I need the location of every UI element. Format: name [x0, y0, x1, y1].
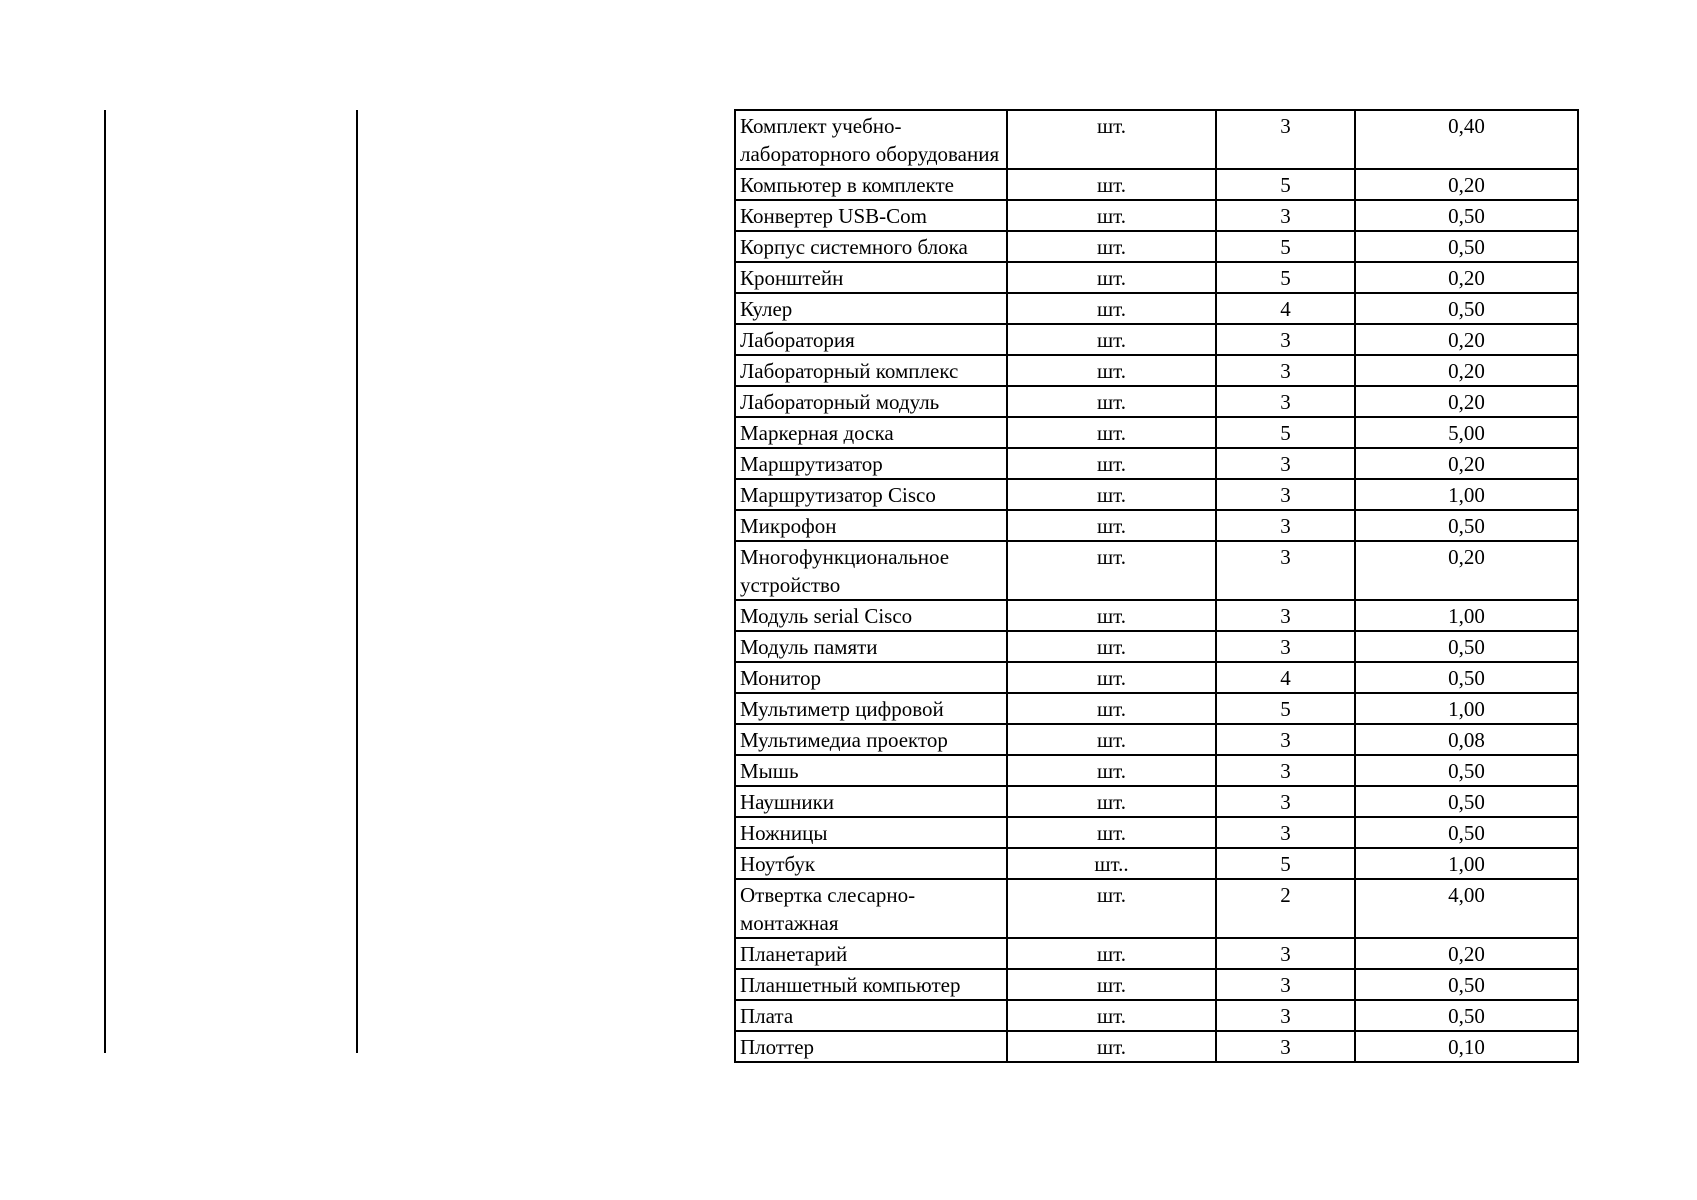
table-row — [735, 386, 1578, 417]
item-name-cell: Лабораторный модуль — [735, 386, 1007, 417]
norm-cell: 0,50 — [1355, 1000, 1578, 1031]
unit-cell: шт. — [1007, 417, 1216, 448]
unit-cell: шт. — [1007, 479, 1216, 510]
item-name-cell: Плоттер — [735, 1031, 1007, 1062]
quantity-cell: 3 — [1216, 724, 1355, 755]
quantity-cell: 3 — [1216, 355, 1355, 386]
norm-cell: 0,20 — [1355, 386, 1578, 417]
item-name-cell: Мышь — [735, 755, 1007, 786]
unit-cell: шт. — [1007, 879, 1216, 938]
quantity-cell: 3 — [1216, 938, 1355, 969]
quantity-cell: 3 — [1216, 448, 1355, 479]
item-name-cell: Компьютер в комплекте — [735, 169, 1007, 200]
norm-cell: 0,50 — [1355, 817, 1578, 848]
norm-cell: 5,00 — [1355, 417, 1578, 448]
quantity-cell: 3 — [1216, 631, 1355, 662]
item-name-cell: Ножницы — [735, 817, 1007, 848]
quantity-cell: 3 — [1216, 600, 1355, 631]
table-row — [735, 631, 1578, 662]
item-name-cell: Планшетный компьютер — [735, 969, 1007, 1000]
norm-cell: 0,40 — [1355, 110, 1578, 169]
item-name-cell: Корпус системного блока — [735, 231, 1007, 262]
unit-cell: шт. — [1007, 693, 1216, 724]
item-name-cell: Кронштейн — [735, 262, 1007, 293]
unit-cell: шт. — [1007, 200, 1216, 231]
equipment-table — [734, 109, 1579, 1063]
table-row — [735, 600, 1578, 631]
quantity-cell: 3 — [1216, 541, 1355, 600]
norm-cell: 0,50 — [1355, 662, 1578, 693]
table-row — [735, 231, 1578, 262]
quantity-cell: 5 — [1216, 848, 1355, 879]
unit-cell: шт. — [1007, 169, 1216, 200]
norm-cell: 1,00 — [1355, 693, 1578, 724]
table-row — [735, 786, 1578, 817]
table-row — [735, 169, 1578, 200]
unit-cell: шт. — [1007, 110, 1216, 169]
unit-cell: шт. — [1007, 969, 1216, 1000]
unit-cell: шт. — [1007, 510, 1216, 541]
item-name-cell: Наушники — [735, 786, 1007, 817]
quantity-cell: 3 — [1216, 786, 1355, 817]
equipment-table-body — [735, 110, 1578, 1062]
table-row — [735, 693, 1578, 724]
item-name-cell: Конвертер USB-Com — [735, 200, 1007, 231]
item-name-cell: Маршрутизатор — [735, 448, 1007, 479]
item-name-cell: Ноутбук — [735, 848, 1007, 879]
middle-column-border — [356, 110, 358, 1053]
quantity-cell: 3 — [1216, 324, 1355, 355]
norm-cell: 0,50 — [1355, 293, 1578, 324]
quantity-cell: 3 — [1216, 479, 1355, 510]
table-row — [735, 293, 1578, 324]
unit-cell: шт. — [1007, 938, 1216, 969]
quantity-cell: 3 — [1216, 1000, 1355, 1031]
table-row — [735, 938, 1578, 969]
table-row — [735, 1031, 1578, 1062]
table-row — [735, 324, 1578, 355]
quantity-cell: 5 — [1216, 693, 1355, 724]
quantity-cell: 3 — [1216, 755, 1355, 786]
unit-cell: шт. — [1007, 293, 1216, 324]
table-row — [735, 200, 1578, 231]
quantity-cell: 5 — [1216, 169, 1355, 200]
item-name-cell: Мультимедиа проектор — [735, 724, 1007, 755]
norm-cell: 0,20 — [1355, 262, 1578, 293]
norm-cell: 0,50 — [1355, 231, 1578, 262]
table-row — [735, 448, 1578, 479]
unit-cell: шт. — [1007, 324, 1216, 355]
table-row — [735, 969, 1578, 1000]
quantity-cell: 2 — [1216, 879, 1355, 938]
unit-cell: шт. — [1007, 662, 1216, 693]
table-row — [735, 417, 1578, 448]
table-row — [735, 541, 1578, 600]
item-name-cell: Маркерная доска — [735, 417, 1007, 448]
norm-cell: 0,50 — [1355, 755, 1578, 786]
item-name-cell: Многофункциональное устройство — [735, 541, 1007, 600]
norm-cell: 0,20 — [1355, 541, 1578, 600]
item-name-cell: Планетарий — [735, 938, 1007, 969]
quantity-cell: 3 — [1216, 1031, 1355, 1062]
norm-cell: 4,00 — [1355, 879, 1578, 938]
quantity-cell: 5 — [1216, 231, 1355, 262]
item-name-cell: Монитор — [735, 662, 1007, 693]
unit-cell: шт. — [1007, 600, 1216, 631]
norm-cell: 1,00 — [1355, 479, 1578, 510]
norm-cell: 0,20 — [1355, 448, 1578, 479]
unit-cell: шт. — [1007, 448, 1216, 479]
table-row — [735, 1000, 1578, 1031]
unit-cell: шт. — [1007, 541, 1216, 600]
quantity-cell: 3 — [1216, 110, 1355, 169]
unit-cell: шт. — [1007, 262, 1216, 293]
item-name-cell: Мультиметр цифровой — [735, 693, 1007, 724]
table-row — [735, 662, 1578, 693]
table-row — [735, 848, 1578, 879]
item-name-cell: Модуль serial Cisco — [735, 600, 1007, 631]
unit-cell: шт. — [1007, 386, 1216, 417]
unit-cell: шт. — [1007, 631, 1216, 662]
unit-cell: шт. — [1007, 1000, 1216, 1031]
norm-cell: 0,50 — [1355, 786, 1578, 817]
item-name-cell: Лаборатория — [735, 324, 1007, 355]
item-name-cell: Комплект учебно-лабораторного оборудования — [735, 110, 1007, 169]
norm-cell: 1,00 — [1355, 600, 1578, 631]
norm-cell: 0,20 — [1355, 169, 1578, 200]
table-row — [735, 355, 1578, 386]
unit-cell: шт. — [1007, 755, 1216, 786]
norm-cell: 0,08 — [1355, 724, 1578, 755]
norm-cell: 0,20 — [1355, 355, 1578, 386]
item-name-cell: Лабораторный комплекс — [735, 355, 1007, 386]
table-row — [735, 110, 1578, 169]
table-row — [735, 755, 1578, 786]
quantity-cell: 5 — [1216, 417, 1355, 448]
quantity-cell: 3 — [1216, 969, 1355, 1000]
unit-cell: шт. — [1007, 1031, 1216, 1062]
quantity-cell: 3 — [1216, 386, 1355, 417]
quantity-cell: 5 — [1216, 262, 1355, 293]
item-name-cell: Плата — [735, 1000, 1007, 1031]
norm-cell: 0,20 — [1355, 324, 1578, 355]
unit-cell: шт. — [1007, 786, 1216, 817]
quantity-cell: 3 — [1216, 817, 1355, 848]
quantity-cell: 4 — [1216, 662, 1355, 693]
norm-cell: 0,50 — [1355, 200, 1578, 231]
unit-cell: шт. — [1007, 355, 1216, 386]
unit-cell: шт. — [1007, 817, 1216, 848]
norm-cell: 0,50 — [1355, 969, 1578, 1000]
norm-cell: 1,00 — [1355, 848, 1578, 879]
norm-cell: 0,50 — [1355, 510, 1578, 541]
norm-cell: 0,20 — [1355, 938, 1578, 969]
left-column-border — [104, 110, 106, 1053]
norm-cell: 0,50 — [1355, 631, 1578, 662]
table-row — [735, 879, 1578, 938]
quantity-cell: 3 — [1216, 510, 1355, 541]
quantity-cell: 4 — [1216, 293, 1355, 324]
item-name-cell: Модуль памяти — [735, 631, 1007, 662]
unit-cell: шт.. — [1007, 848, 1216, 879]
item-name-cell: Кулер — [735, 293, 1007, 324]
item-name-cell: Маршрутизатор Cisco — [735, 479, 1007, 510]
item-name-cell: Микрофон — [735, 510, 1007, 541]
table-row — [735, 262, 1578, 293]
unit-cell: шт. — [1007, 231, 1216, 262]
unit-cell: шт. — [1007, 724, 1216, 755]
norm-cell: 0,10 — [1355, 1031, 1578, 1062]
table-row — [735, 510, 1578, 541]
table-row — [735, 817, 1578, 848]
table-row — [735, 479, 1578, 510]
quantity-cell: 3 — [1216, 200, 1355, 231]
table-row — [735, 724, 1578, 755]
item-name-cell: Отвертка слесарно-монтажная — [735, 879, 1007, 938]
